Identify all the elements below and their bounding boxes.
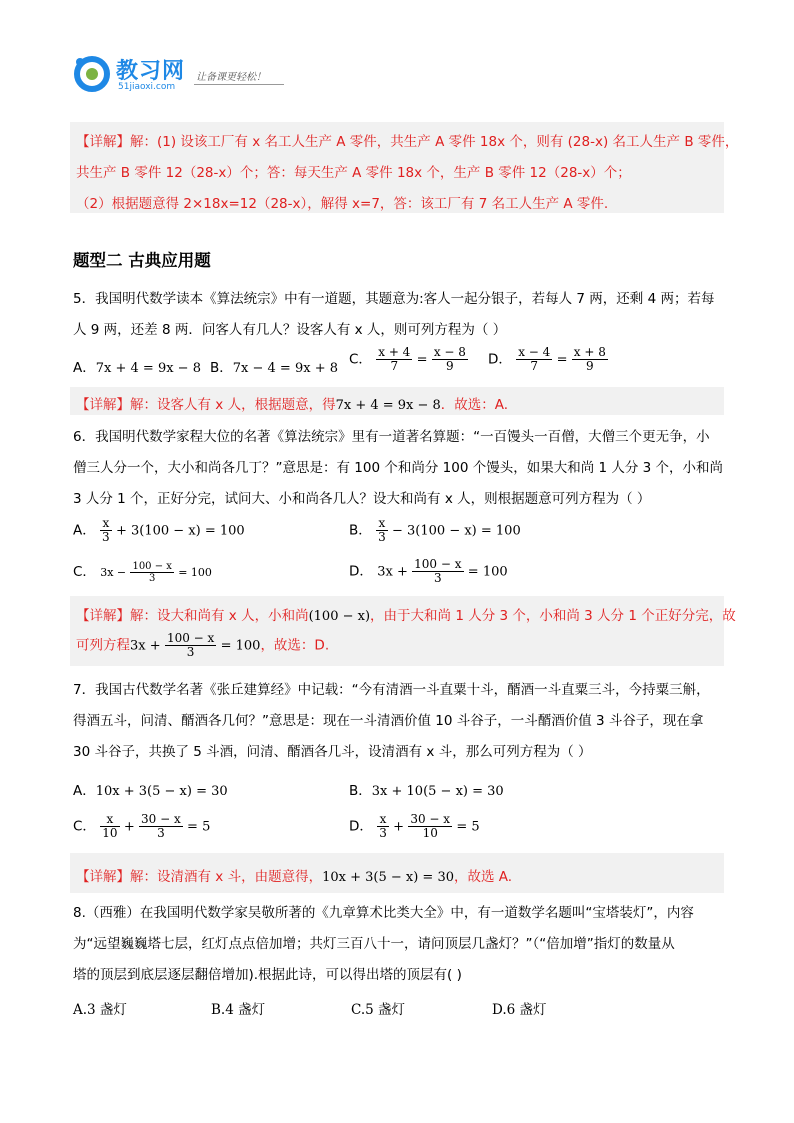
logo-icon (72, 54, 112, 94)
option-a[interactable]: A．7x + 4 = 9x − 8 (73, 360, 201, 376)
logo-url: 51jiaoxi.com (118, 82, 176, 92)
option-b[interactable]: B．7x − 4 = 9x + 8 (210, 360, 338, 376)
slogan-underline (194, 84, 284, 85)
question-text: 塔的顶层到底层逐层翻倍增加).根据此诗，可以得出塔的顶层有( ) (73, 967, 462, 983)
option-c[interactable]: C． $\frac{x + 4}{7}$ = $\frac{x - 8}{9}$ (349, 345, 466, 373)
answer-line: 共生产 B 零件 12（28-x）个；答：每天生产 A 零件 18x 个，生产 B 零件 12（28-x）个； (76, 165, 631, 181)
option-b[interactable]: B.4 盏灯 (211, 1002, 266, 1018)
option-d[interactable]: D． 3x + $\frac{100 - x}{3}$ = 100 (349, 557, 508, 585)
option-c[interactable]: C． $\frac{x}{10}$ + $\frac{30 - x}{3}$ = 5 (73, 812, 211, 840)
section-title: 题型二 古典应用题 (73, 251, 211, 270)
answer-line: 解：(1) 设该工厂有 x 名工人生产 A 零件，共生产 A 零件 18x 个，则有 (28-x) 名工人生产 B 零件， (130, 134, 739, 150)
option-a[interactable]: A． $\frac{x}{3}$ + 3(100 − x) = 100 (73, 516, 245, 544)
option-d[interactable]: D． $\frac{x}{3}$ + $\frac{30 - x}{10}$ = 5 (349, 812, 480, 840)
option-c[interactable]: C． 3x − $\frac{100 - x}{3}$ = 100 (73, 560, 212, 584)
logo-text: 教习网 (116, 59, 186, 84)
option-a[interactable]: A．10x + 3(5 − x) = 30 (73, 783, 228, 799)
option-b[interactable]: B．3x + 10(5 − x) = 30 (349, 783, 504, 799)
answer-box-q5: 【详解】解：设客人有 x 人，根据题意，得7x + 4 = 9x − 8．故选：A. (70, 387, 724, 415)
question-text: 为“远望巍巍塔七层，红灯点点倍加增；共灯三百八十一，请问顶层几盏灯？”（“倍加增”指灯的数量从 (73, 936, 675, 952)
option-a[interactable]: A.3 盏灯 (73, 1002, 127, 1018)
answer-line: （2）根据题意得 2×18x=12（28-x），解得 x=7，答：该工厂有 7 名工人生产 A 零件. (76, 196, 609, 212)
question-text: 7．我国古代数学名著《张丘建算经》中记载：“今有清酒一斗直粟十斗，醑酒一斗直粟三斗，今持粟三斛， (73, 682, 710, 698)
logo-slogan: 让备课更轻松！ (196, 72, 266, 83)
question-text: 6．我国明代数学家程大位的名著《算法统宗》里有一道著名算题：“一百馒头一百僧，大僧三个更无争，小 (73, 429, 710, 445)
option-d[interactable]: D.6 盏灯 (492, 1002, 547, 1018)
question-text: 得酒五斗，问清、醑酒各几何？”意思是：现在一斗清酒价值 10 斗谷子，一斗醑酒价值 3 斗谷子，现在拿 (73, 713, 704, 729)
answer-tag: 【详解】 (76, 134, 130, 150)
question-text: 30 斗谷子，共换了 5 斗酒，问清、醑酒各几斗，设清酒有 x 斗，那么可列方程为（ ） (73, 744, 592, 760)
question-text: 僧三人分一个，大小和尚各几丁？”意思是：有 100 个和尚分 100 个馒头，如果大和尚 1 人分 3 个，小和尚 (73, 460, 724, 476)
answer-box-q7: 【详解】解：设清酒有 x 斗，由题意得，10x + 3(5 − x) = 30，故选 A. (70, 853, 724, 893)
option-b[interactable]: B． $\frac{x}{3}$ − 3(100 − x) = 100 (349, 516, 521, 544)
header-logo (72, 52, 292, 98)
option-c[interactable]: C.5 盏灯 (351, 1002, 406, 1018)
question-text: 5．我国明代数学读本《算法统宗》中有一道题，其题意为:客人一起分银子，若每人 7 两，还剩 4 两；若每 (73, 291, 715, 307)
option-d[interactable]: D． $\frac{x - 4}{7}$ = $\frac{x + 8}{9}$ (488, 345, 606, 373)
question-text: 8.（西雅）在我国明代数学家吴敬所著的《九章算术比类大全》中，有一道数学名题叫“宝塔装灯”，内容 (73, 905, 694, 921)
answer-box-q6: 【详解】解：设大和尚有 x 人，小和尚(100 − x)，由于大和尚 1 人分 3 个，小和尚 3 人分 1 个正好分完，故 可列方程3x + $\frac{100 - x}{3}$ = 100，故选：D. (70, 596, 724, 666)
answer-box-prev (70, 122, 739, 213)
question-text: 人 9 两，还差 8 两．问客人有几人？设客人有 x 人，则可列方程为（ ） (73, 322, 507, 338)
question-text: 3 人分 1 个，正好分完，试问大、小和尚各几人？设大和尚有 x 人，则根据题意可列方程为（ ） (73, 491, 651, 507)
